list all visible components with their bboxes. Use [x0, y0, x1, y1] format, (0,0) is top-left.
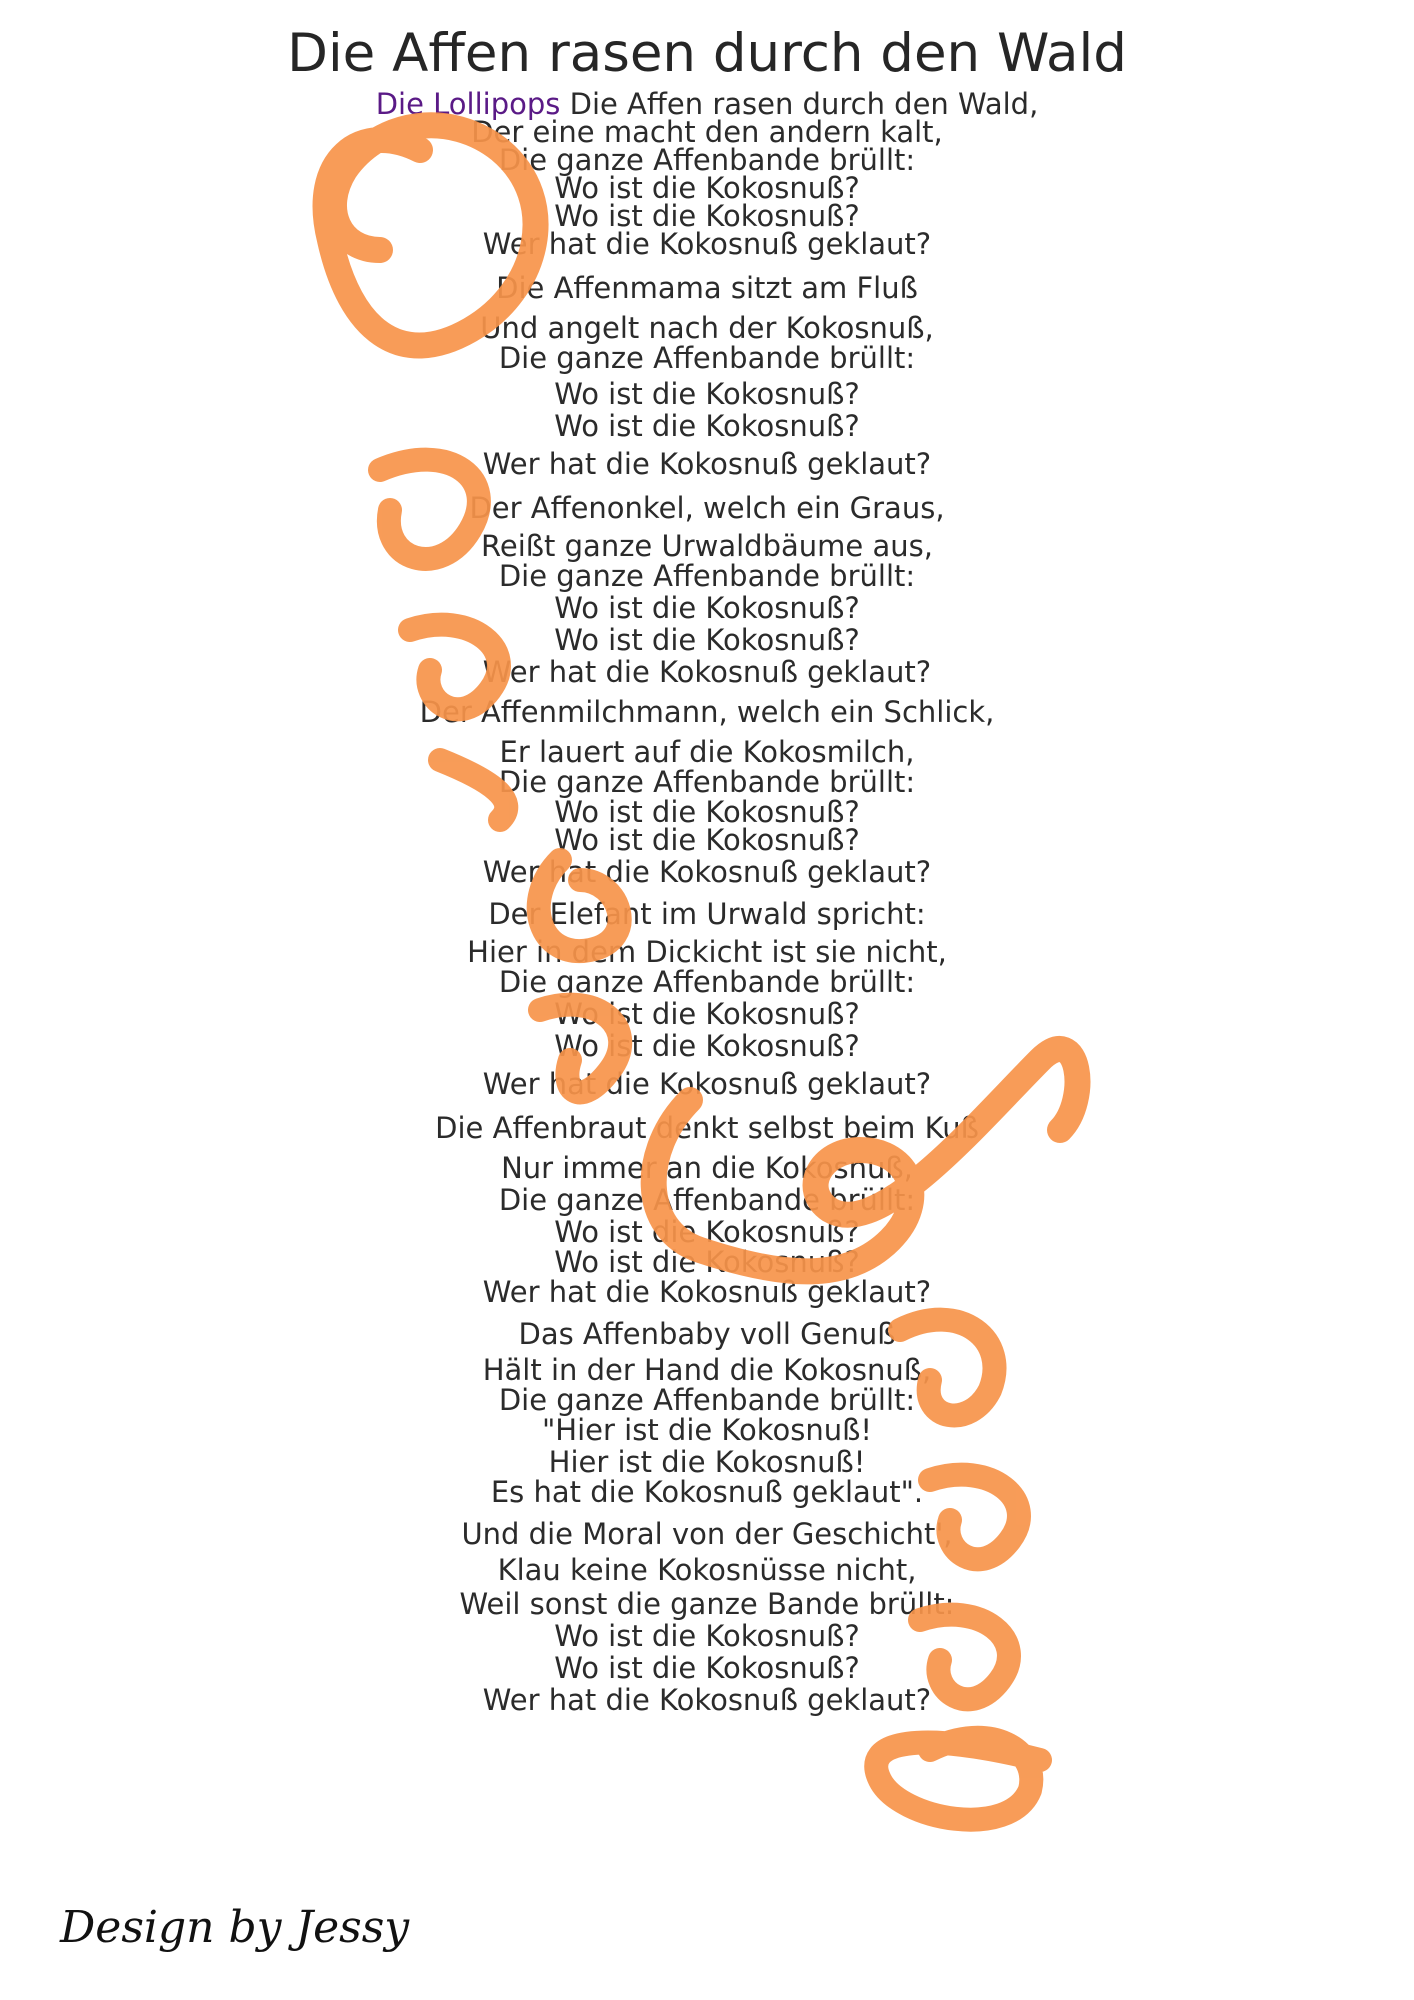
lyric-line: Wo ist die Kokosnuß? [554, 591, 860, 625]
lyric-line: Wer hat die Kokosnuß geklaut? [482, 1275, 932, 1309]
lyric-line: Klau keine Kokosnüsse nicht, [497, 1553, 917, 1587]
lyric-line: Es hat die Kokosnuß geklaut". [490, 1475, 924, 1509]
lyric-line: Wer hat die Kokosnuß geklaut? [482, 855, 932, 889]
lyric-line: Nur immer an die Kokosnuß, [501, 1151, 913, 1185]
design-by-jessy-signature: Design by Jessy [60, 1902, 410, 1953]
lyric-line: Wo ist die Kokosnuß? [554, 409, 860, 443]
lyric-line: Die Affenmama sitzt am Fluß [496, 271, 918, 305]
lyric-line: Wo ist die Kokosnuß? [554, 823, 860, 857]
lyric-line: Die ganze Affenbande brüllt: [498, 1183, 916, 1217]
lyric-line: Wo ist die Kokosnuß? [554, 1651, 860, 1685]
lyric-line: "Hier ist die Kokosnuß! [541, 1413, 873, 1447]
lyric-line: Wo ist die Kokosnuß? [554, 623, 860, 657]
lyric-line: Hält in der Hand die Kokosnuß, [482, 1353, 932, 1387]
lyric-line: Wer hat die Kokosnuß geklaut? [482, 447, 932, 481]
lyric-line: Die ganze Affenbande brüllt: [498, 559, 916, 593]
lyric-line: Und die Moral von der Geschicht', [461, 1517, 953, 1551]
lyric-line: Wer hat die Kokosnuß geklaut? [482, 227, 932, 261]
watermark-letter-y [876, 1738, 1040, 1820]
lyric-line: Der Affenmilchmann, welch ein Schlick, [419, 695, 995, 729]
lyric-line: Wo ist die Kokosnuß? [554, 1619, 860, 1653]
lyric-line: Wer hat die Kokosnuß geklaut? [482, 655, 932, 689]
lyric-line: Die ganze Affenbande brüllt: [498, 965, 916, 999]
lyric-line: Der eine macht den andern kalt, [471, 115, 943, 149]
lyric-line: Die Affenbraut denkt selbst beim Kuß [435, 1111, 979, 1145]
lyric-line: Wo ist die Kokosnuß? [554, 1245, 860, 1279]
lyric-line: Weil sonst die ganze Bande brüllt: [459, 1587, 955, 1621]
lyric-line: Die ganze Affenbande brüllt: [498, 143, 916, 177]
lyric-line: Das Affenbaby voll Genuß [518, 1317, 896, 1351]
lyric-line: Wo ist die Kokosnuß? [554, 377, 860, 411]
lyric-line: Hier in dem Dickicht ist sie nicht, [467, 935, 947, 969]
song-title: Die Affen rasen durch den Wald [287, 23, 1127, 84]
lyric-line: Die Lollipops Die Affen rasen durch den Wald, [375, 87, 1039, 121]
lyric-line: Er lauert auf die Kokosmilch, [499, 735, 915, 769]
lyric-line: Wer hat die Kokosnuß geklaut? [482, 1067, 932, 1101]
lyric-line: Wo ist die Kokosnuß? [554, 171, 860, 205]
lyric-line: Wo ist die Kokosnuß? [554, 1215, 860, 1249]
lyric-line: Der Elefant im Urwald spricht: [488, 897, 926, 931]
lyric-line: Wo ist die Kokosnuß? [554, 199, 860, 233]
lyric-line: Hier ist die Kokosnuß! [548, 1445, 866, 1479]
lyric-line: Wo ist die Kokosnuß? [554, 795, 860, 829]
lyric-line: Wer hat die Kokosnuß geklaut? [482, 1683, 932, 1717]
lyric-line: Die ganze Affenbande brüllt: [498, 765, 916, 799]
lyric-line: Der Affenonkel, welch ein Graus, [469, 491, 945, 525]
band-name: Die Lollipops [375, 87, 561, 121]
lyric-line: Die ganze Affenbande brüllt: [498, 1383, 916, 1417]
lyric-line: Die ganze Affenbande brüllt: [498, 341, 916, 375]
lyric-line: Und angelt nach der Kokosnuß, [480, 311, 934, 345]
lyric-line: Wo ist die Kokosnuß? [554, 997, 860, 1031]
lyric-line: Reißt ganze Urwaldbäume aus, [481, 529, 933, 563]
lyric-line: Wo ist die Kokosnuß? [554, 1029, 860, 1063]
